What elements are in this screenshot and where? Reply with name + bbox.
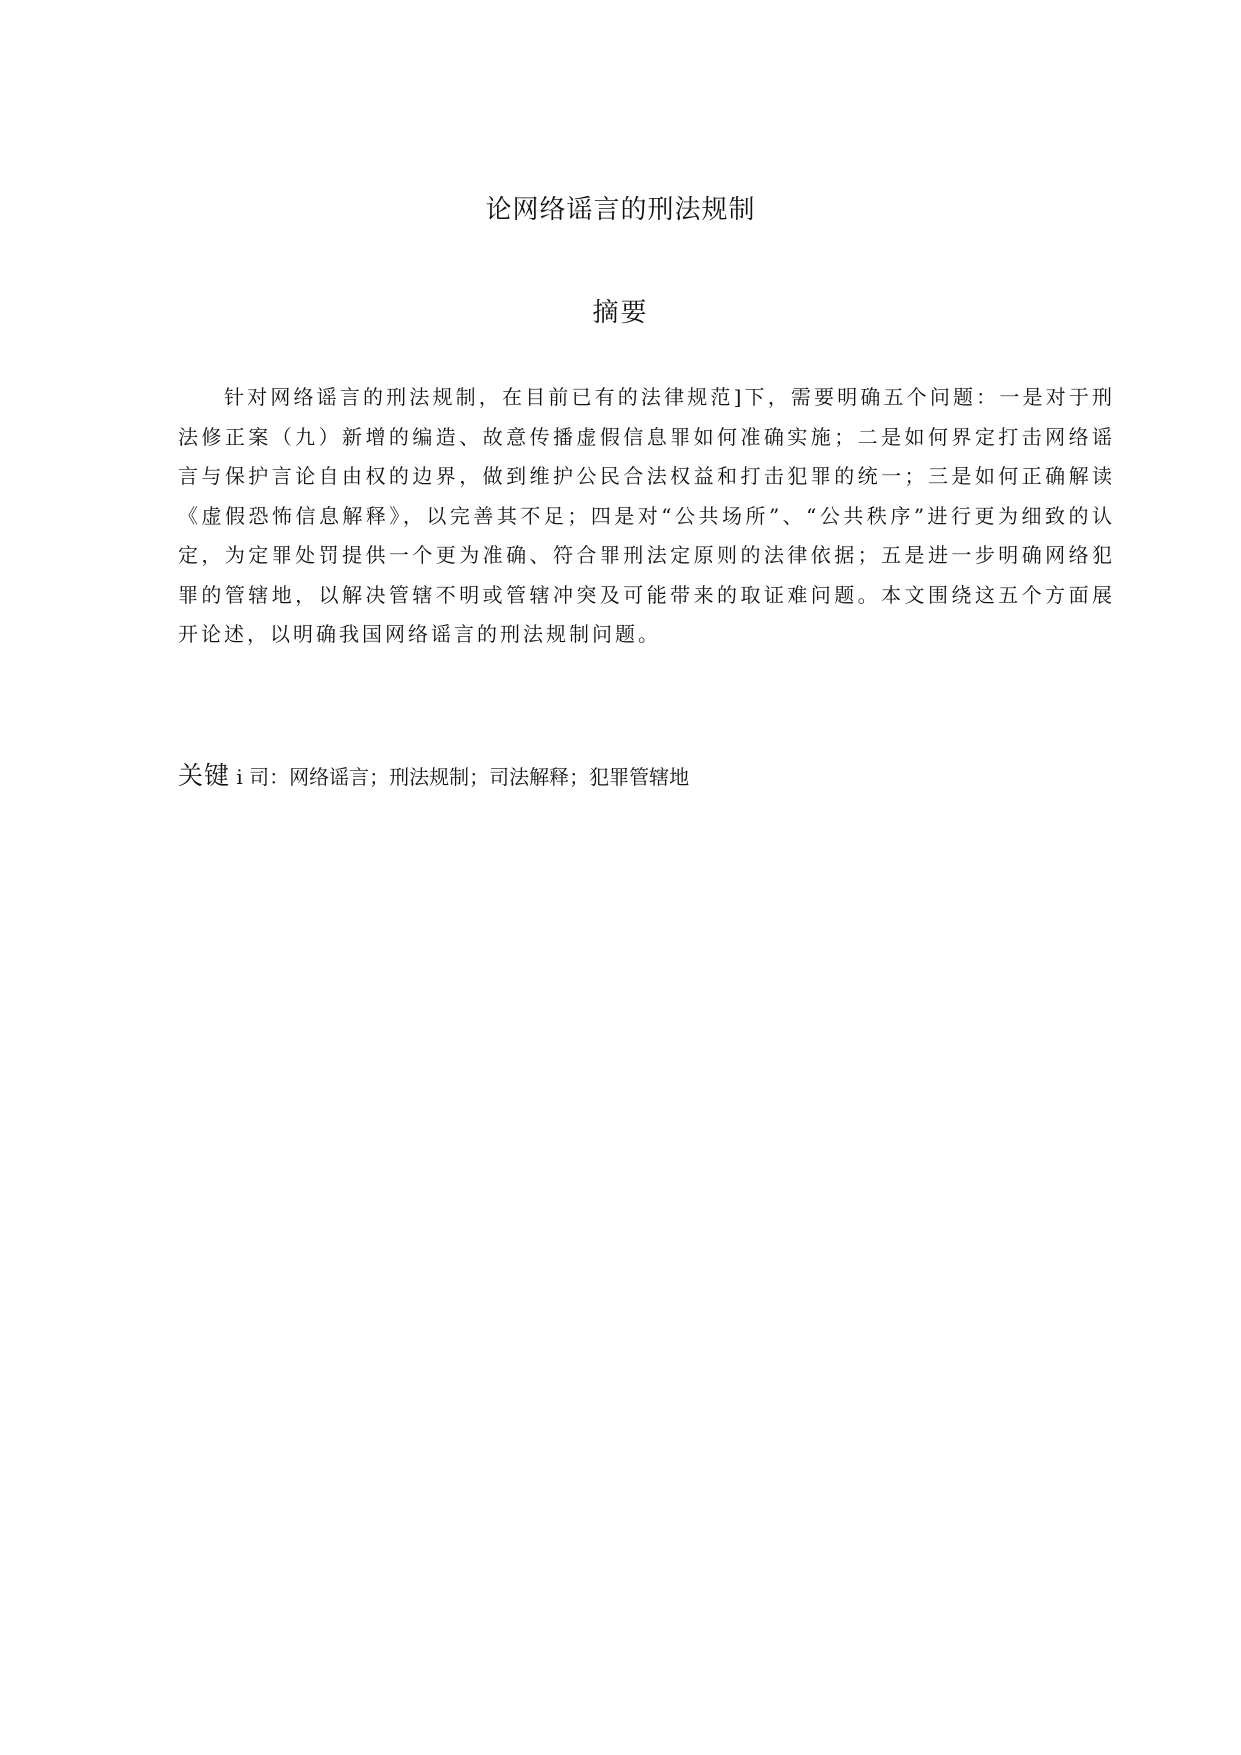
paper-title: 论网络谣言的刑法规制 — [485, 195, 756, 225]
abstract-paragraph: 针对网络谣言的刑法规制，在目前已有的法律规范]下，需要明确五个问题：一是对于刑法修正案（九）新增的编造、故意传播虚假信息罪如何准确实施；二是如何界定打击网络谣言与保护言论自由权的边界，做到维护公民合法权益和打击犯罪的统一；三是如何正确解读《虚假恐怖信息解释》，以完善其不足；四是对“公共场所”、“公共秩序”进行更为细致的认定，为定罪处罚提供一个更为准确、符合罪刑法定原则的法律依据；五是进一步明确网络犯罪的管辖地，以解决管辖不明或管辖冲突及可能带来的取证难问题。本文围绕这五个方面展开论述，以明确我国网络谣言的刑法规制问题。 — [178, 385, 1115, 646]
keywords-separator: i 司： — [230, 765, 290, 789]
abstract-heading: 摘要 — [592, 298, 649, 328]
keywords-line — [178, 758, 1115, 795]
keywords-list: 网络谣言；刑法规制；司法解释；犯罪管辖地 — [289, 765, 690, 789]
keywords-label: 关键 — [178, 761, 231, 790]
